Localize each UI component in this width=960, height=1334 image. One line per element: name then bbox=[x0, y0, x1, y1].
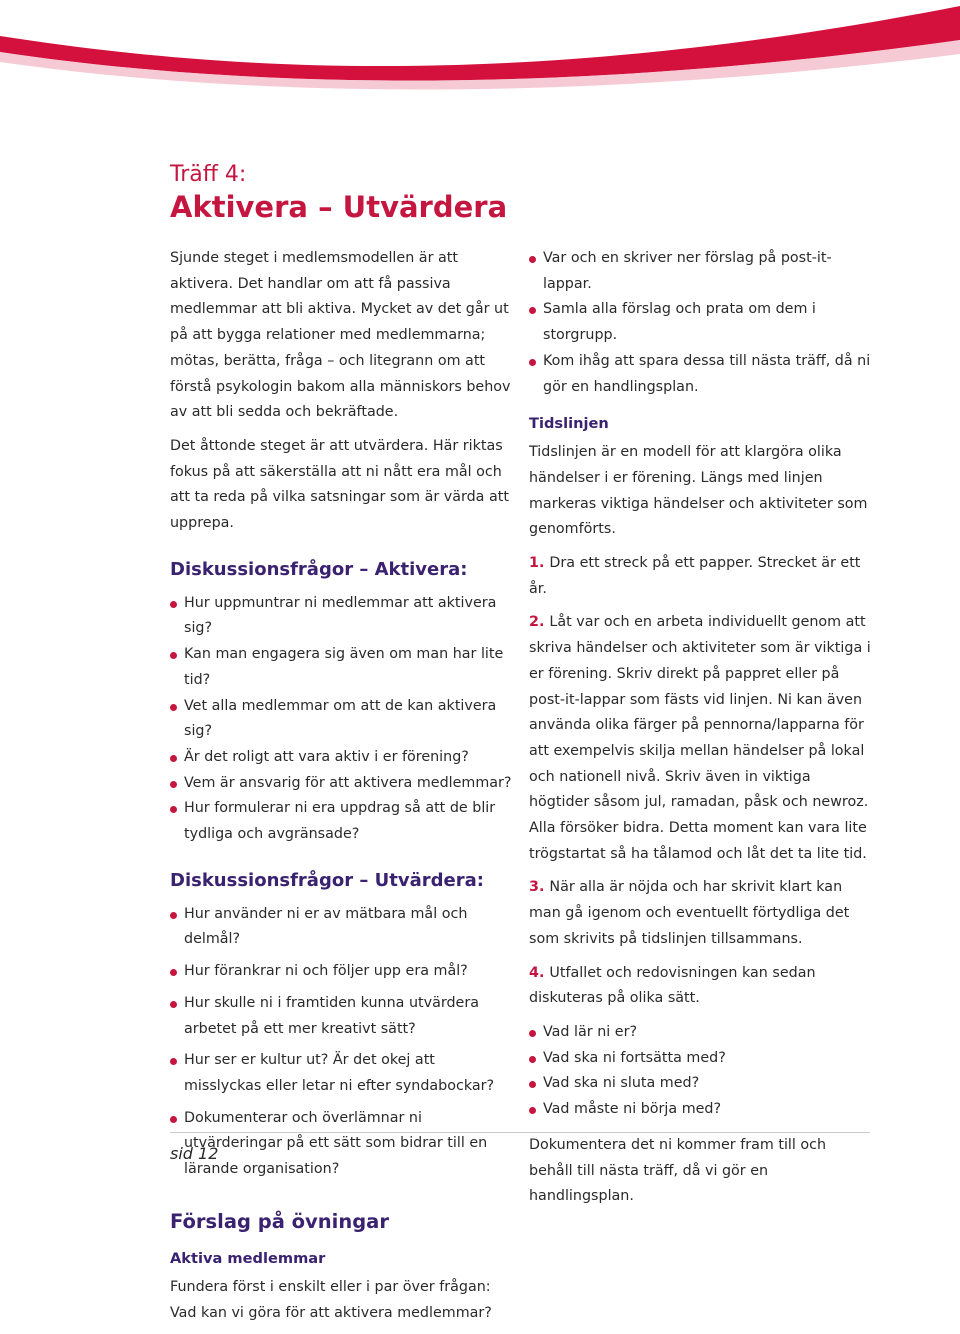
bullet-icon bbox=[170, 781, 177, 788]
timeline-intro: Tidslinjen är en modell för att klargöra olika händelser i er förening. Längs med linjen markeras viktiga händelser och aktiviteter som genomförts. bbox=[529, 444, 868, 538]
timeline-questions-list bbox=[529, 1020, 874, 1123]
page-number: sid 12 bbox=[170, 1144, 219, 1163]
bullet-icon bbox=[529, 1081, 536, 1088]
list-item: Hur skulle ni i framtiden kunna utvärdera arbetet på ett mer kreativt sätt? bbox=[170, 991, 513, 1042]
bullet-icon bbox=[529, 256, 536, 263]
bullet-icon bbox=[170, 806, 177, 813]
exercises-heading: Förslag på övningar bbox=[170, 1209, 389, 1233]
bullet-icon bbox=[170, 652, 177, 659]
list-item: Kan man engagera sig även om man har lite tid? bbox=[170, 642, 513, 693]
exercise-text: Fundera först i enskilt eller i par över frågan: Vad kan vi göra för att aktivera medlemmar? bbox=[170, 1278, 492, 1321]
footer-divider bbox=[170, 1132, 870, 1133]
list-item: Hur formulerar ni era uppdrag så att de blir tydliga och avgränsade? bbox=[170, 796, 513, 847]
bullet-icon bbox=[170, 912, 177, 919]
bullet-icon bbox=[170, 1116, 177, 1123]
decorative-swoosh bbox=[0, 0, 960, 100]
activate-questions-heading: Diskussionsfrågor – Aktivera: bbox=[170, 558, 468, 580]
bullet-icon bbox=[170, 969, 177, 976]
exercise-steps-list bbox=[529, 246, 874, 400]
timeline-step-3: 3. När alla är nöjda och har skrivit klart kan man gå igenom och eventuellt förtydliga det som skrivits på tidslinjen tillsammans. bbox=[529, 879, 850, 947]
list-item: Hur ser er kultur ut? Är det okej att misslyckas eller letar ni efter syndabockar? bbox=[170, 1048, 513, 1099]
bullet-icon bbox=[529, 1030, 536, 1037]
list-item: Hur förankrar ni och följer upp era mål? bbox=[170, 959, 513, 985]
bullet-icon bbox=[170, 1001, 177, 1008]
list-item: Vad ska ni fortsätta med? bbox=[529, 1046, 874, 1072]
bullet-icon bbox=[170, 1058, 177, 1065]
list-item: Vem är ansvarig för att aktivera medlemmar? bbox=[170, 771, 513, 797]
evaluate-questions-heading: Diskussionsfrågor – Utvärdera: bbox=[170, 869, 484, 891]
list-item: Är det roligt att vara aktiv i er förening? bbox=[170, 745, 513, 771]
list-item: Vet alla medlemmar om att de kan aktivera sig? bbox=[170, 694, 513, 745]
list-item: Hur använder ni er av mätbara mål och delmål? bbox=[170, 902, 513, 953]
intro-paragraph-2: Det åttonde steget är att utvärdera. Här riktas fokus på att säkerställa att ni nått era mål och att ta reda på vilka satsningar som är värda att upprepa. bbox=[170, 437, 509, 532]
bullet-icon bbox=[529, 307, 536, 314]
list-item: Vad lär ni er? bbox=[529, 1020, 874, 1046]
bullet-icon bbox=[170, 755, 177, 762]
page-title: Aktivera – Utvärdera bbox=[170, 190, 508, 224]
bullet-icon bbox=[170, 704, 177, 711]
activate-questions-list bbox=[170, 591, 513, 848]
timeline-step-4: 4. Utfallet och redovisningen kan sedan diskuteras på olika sätt. bbox=[529, 964, 816, 1007]
timeline-step-1: 1. Dra ett streck på ett papper. Strecket är ett år. bbox=[529, 555, 861, 597]
intro-paragraph-1: Sjunde steget i medlemsmodellen är att aktivera. Det handlar om att få passiva medlemmar att bli aktiva. Mycket av det går ut på att bygga relationer med medlemmarna; mötas, berätta, fråga – och litegrann om att förstå psykologin bakom alla människors behov av att bli sedda och bekräftade. bbox=[170, 250, 511, 421]
meeting-label: Träff 4: bbox=[170, 162, 247, 187]
list-item: Vad ska ni sluta med? bbox=[529, 1071, 874, 1097]
evaluate-questions-list bbox=[170, 902, 513, 1183]
timeline-closing: Dokumentera det ni kommer fram till och behåll till nästa träff, då vi gör en handlingsplan. bbox=[529, 1136, 827, 1205]
list-item: Var och en skriver ner förslag på post-it-lappar. bbox=[529, 246, 874, 297]
exercise-subheading: Aktiva medlemmar bbox=[170, 1249, 326, 1267]
list-item: Kom ihåg att spara dessa till nästa träff, då ni gör en handlingsplan. bbox=[529, 349, 874, 400]
bullet-icon bbox=[529, 1107, 536, 1114]
list-item: Hur uppmuntrar ni medlemmar att aktivera sig? bbox=[170, 591, 513, 642]
timeline-step-2: 2. Låt var och en arbeta individuellt genom att skriva händelser och aktiviteter som är viktiga i er förening. Skriv direkt på pappret eller på post-it-lappar som fästs vid linjen. Ni kan även använda olika färger på pennorna/lapparna för att exempelvis skilja mellan händelser på lokal och nationell nivå. Skriv även in viktiga högtider såsom jul, ramadan, påsk och newroz. Alla försöker bidra. Detta moment kan vara lite trögstartat så ha tålamod och låt det ta lite tid. bbox=[529, 614, 871, 862]
list-item: Samla alla förslag och prata om dem i storgrupp. bbox=[529, 297, 874, 348]
bullet-icon bbox=[170, 601, 177, 608]
bullet-icon bbox=[529, 1056, 536, 1063]
list-item: Vad måste ni börja med? bbox=[529, 1097, 874, 1123]
bullet-icon bbox=[529, 359, 536, 366]
timeline-heading: Tidslinjen bbox=[529, 415, 609, 433]
left-column bbox=[170, 246, 513, 1334]
right-column bbox=[529, 246, 874, 1218]
list-item: Dokumenterar och överlämnar ni utvärderingar på ett sätt som bidrar till en lärande organisation? bbox=[170, 1106, 513, 1183]
